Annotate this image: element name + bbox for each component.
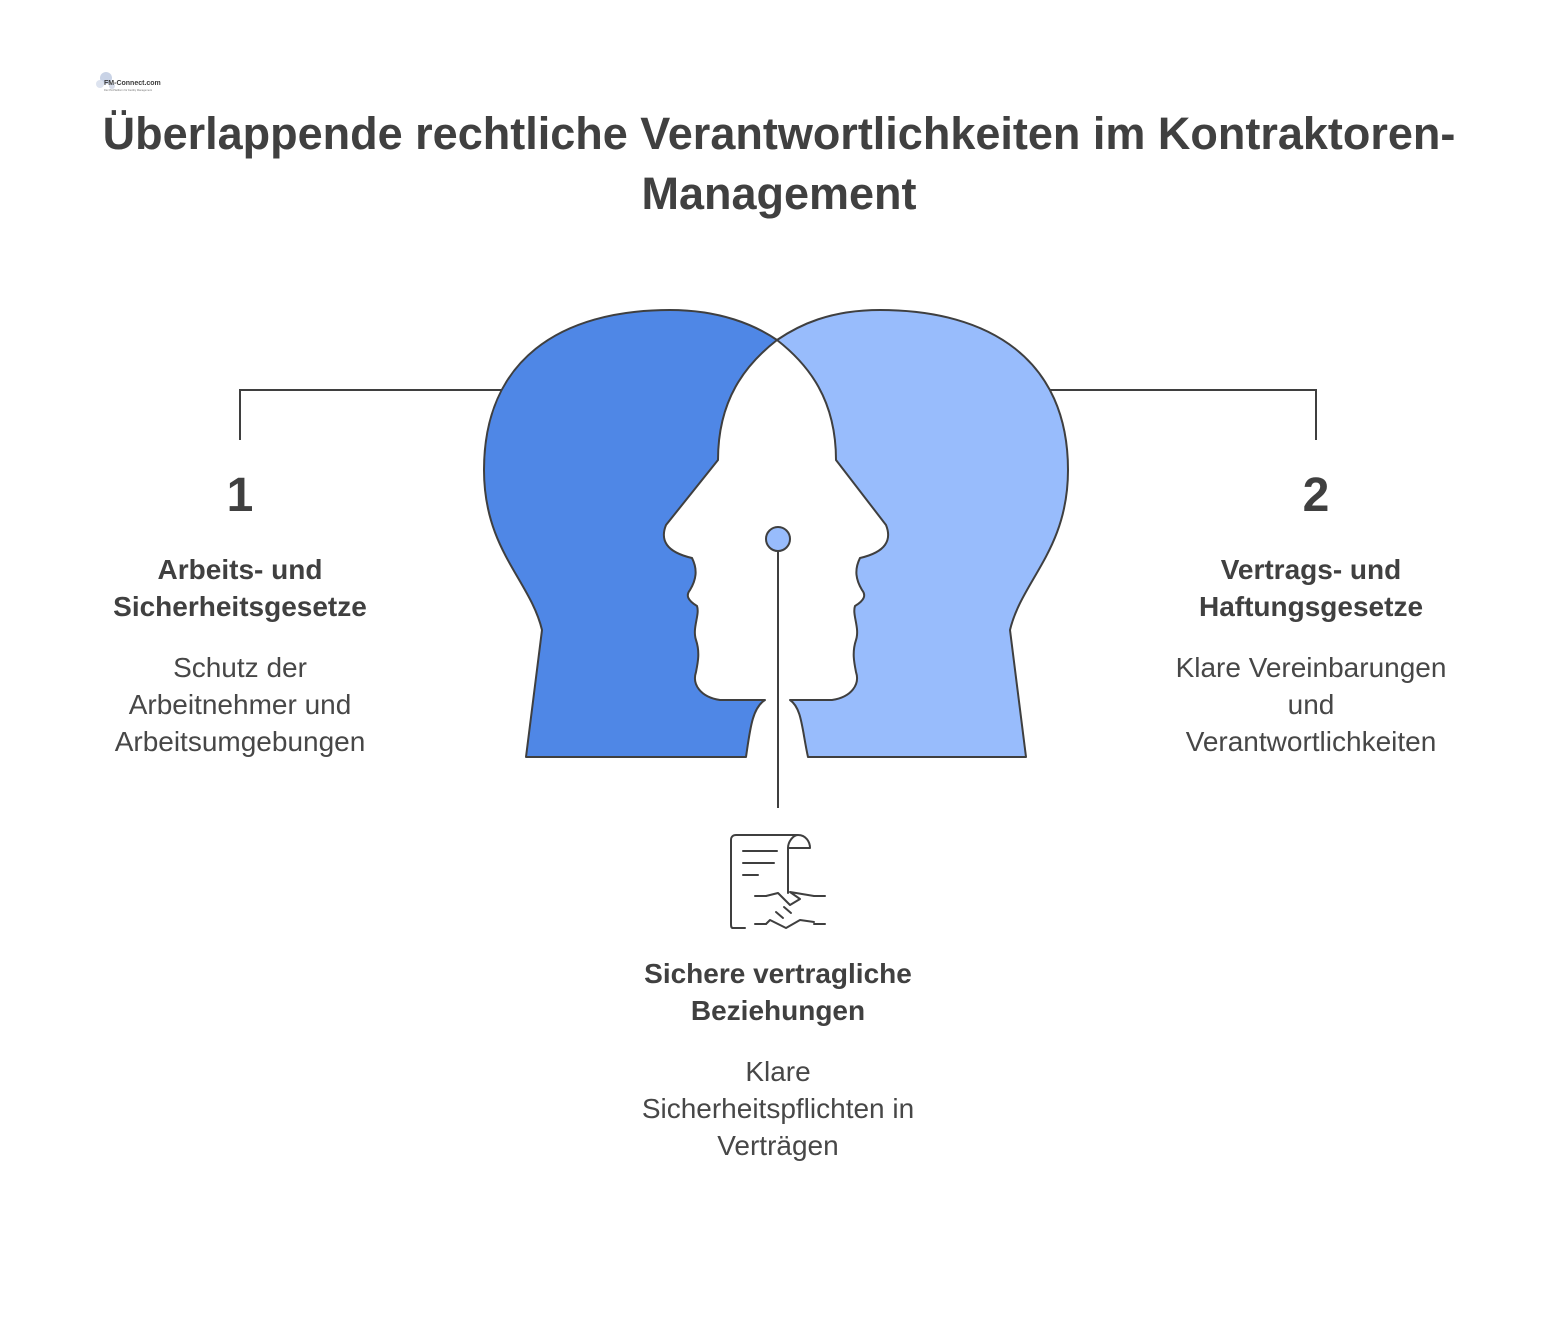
- title-line: Management: [641, 168, 917, 219]
- item-2-title: [1101, 551, 1521, 625]
- right-head-shape: [777, 310, 1068, 757]
- item-1-title: [40, 551, 440, 625]
- center-dot: [766, 527, 790, 551]
- item-2-description: [1101, 649, 1521, 760]
- item-1-number: 1: [226, 469, 254, 522]
- item-2-desc-line: und: [1287, 689, 1335, 720]
- center-description: [568, 1053, 988, 1164]
- center-desc-line: Sicherheitspflichten in: [641, 1093, 915, 1124]
- left-head-shape: [484, 310, 777, 757]
- item-1-description: [40, 649, 440, 760]
- left-connector-line: [240, 390, 520, 440]
- item-1-title-line: Arbeits- und: [157, 554, 323, 585]
- item-2-desc-line: Verantwortlichkeiten: [1185, 726, 1437, 757]
- item-2-number: 2: [1302, 469, 1330, 522]
- title-line: Überlappende rechtliche Verantwortlichkeiten im Kontraktoren-: [102, 108, 1456, 159]
- center-block: [568, 955, 988, 1164]
- item-1-desc-line: Arbeitnehmer und: [128, 689, 352, 720]
- item-1-desc-line: Schutz der: [173, 652, 307, 683]
- center-title-line: Beziehungen: [690, 995, 866, 1026]
- item-2-block: [1101, 551, 1521, 760]
- item-2-title-line: Haftungsgesetze: [1198, 591, 1424, 622]
- right-connector-line: [1038, 390, 1316, 440]
- contract-handshake-icon: [731, 835, 825, 928]
- item-1-block: [40, 551, 440, 760]
- item-2-desc-line: Klare Vereinbarungen: [1175, 652, 1447, 683]
- logo-text: FM-Connect.com: [104, 80, 161, 87]
- center-desc-line: Klare: [745, 1056, 811, 1087]
- center-title: [568, 955, 988, 1029]
- item-1-title-line: Sicherheitsgesetze: [113, 591, 367, 622]
- item-1-desc-line: Arbeitsumgebungen: [114, 726, 366, 757]
- center-desc-line: Verträgen: [717, 1130, 839, 1161]
- center-title-line: Sichere vertragliche: [644, 958, 912, 989]
- logo-subtext: Die FM-Plattform für Facility Management: [104, 89, 152, 92]
- item-2-title-line: Vertrags- und: [1220, 554, 1402, 585]
